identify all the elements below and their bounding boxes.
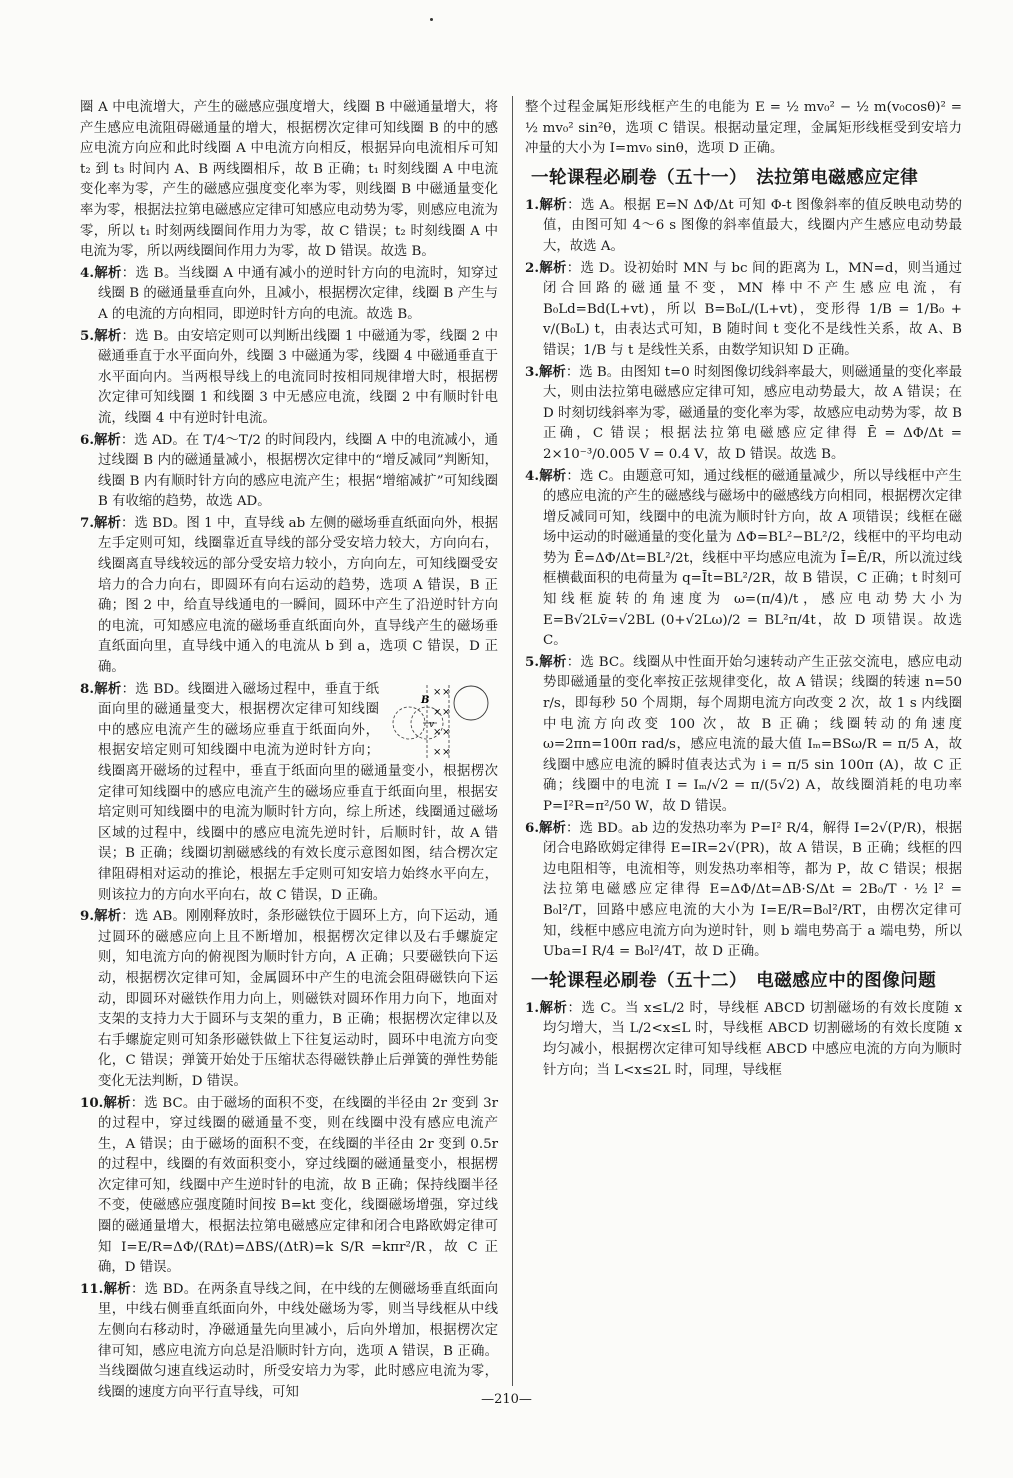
answer-item-10: 10.解析：选 BC。由于磁场的面积不变，在线圈的半径由 2r 变到 3r 的过程中，穿过线圈的磁通量不变，则在线圈中没有感应电流产生，A 错误；由于磁场的面积不变，在线圈的半径由 2r 变到 0.5r 的过程中，线圈的有效面积变小，穿过线圈的磁通量变小，根据楞次定律可知，线圈中产生逆时针的电流，故 B 正确；保持线圈半径不变，使磁感应强度随时间按 B=kt 变化，线圈磁场增强，穿过线圈的磁通量增大，根据法拉第电磁感应定律和闭合电路欧姆定律可知 I=E/R=ΔΦ/(RΔt)=ΔBS/(ΔtR)=k S/R =kπr²/R，故 C 正确，D 错误。: [80, 1094, 499, 1276]
answer-item-51-2: 2.解析：选 D。设初始时 MN 与 bc 间的距离为 L，MN=d，则当通过闭合回路的磁通量不变，MN 棒中不产生感应电流，有 B₀Ld=Bd(L+vt)，所以 B=B₀L/(L+vt)，变形得 1/B = 1/B₀ + v/(B₀L) t，由表达式可知，B 随时间 t 变化不是线性关系，故 A、B 错误；1/B 与 t 是线性关系，由数学知识知 D 正确。: [525, 259, 963, 358]
velocity-label: v: [429, 719, 435, 730]
coil-solid-right: [454, 686, 488, 720]
right-intro: 整个过程金属矩形线框产生的电能为 E = ½ mv₀² − ½ m(v₀cosθ)² = ½ mv₀² sin²θ，选项 C 错误。根据动量定理，金属矩形线框受到安培力冲量的大小为 I=mv₀ sinθ，选项 D 正确。: [525, 100, 962, 157]
column-divider: [512, 96, 513, 1386]
coil-dashed-left: [393, 707, 425, 739]
answer-item-5: 5.解析：选 B。由安培定则可以判断出线圈 1 中磁通为零，线圈 2 中磁通垂直于水平面向外，线圈 3 中磁通为零，线圈 4 中磁通垂直于水平面向内。当两根导线上的电流同时按相同规律增大时，根据楞次定律可知线圈 1 和线圈 3 中无感应电流，线圈 2 中有顺时针电流，线圈 4 中有逆时针电流。: [80, 327, 499, 426]
page-number: —210—: [481, 1392, 532, 1407]
answer-item-7: 7.解析：选 BD。图 1 中，直导线 ab 左侧的磁场垂直纸面向外，根据左手定则可知，线圈靠近直导线的部分受安培力较大，方向向右，线圈离直导线较远的部分受安培力较小，方向向左，可知线圈受安培力的合力向右，即圆环有向右运动的趋势，选项 A 错误，B 正确；图 2 中，给直导线通电的一瞬间，圆环中产生了沿逆时针方向的电流，可知感应电流的磁场垂直纸面向外，直导线产生的磁场垂直纸面向里，直导线中通入的电流从 b 到 a，选项 C 错误，D 正确。: [80, 514, 499, 676]
answer-item-51-4: 4.解析：选 C。由题意可知，通过线框的磁通量减少，所以导线框中产生的感应电流的产生的磁感线与磁场中的磁感线方向相同，根据楞次定律增反减同可知，线圈中的电流为顺时针方向，故 A 项错误；线框在磁场中运动的时磁通量的变化量为 ΔΦ=BL²−BL²/2，线框中的平均电动势为 Ē=ΔΦ/Δt=BL²/2t，线框中平均感应电流为 Ī=Ē/R，所以流过线框横截面积的电荷量为 q=Īt=BL²/2R，故 B 错误，C 正确；t 时刻可知线框旋转的角速度为 ω=(π/4)/t，感应电动势大小为 E=B√2Lv̄=√2BL (0+√2Lω)/2 = BL²π/4t，故 D 项错误。故选 C。: [525, 467, 962, 649]
right-column: [525, 98, 962, 1081]
field-label-b: B: [421, 694, 430, 706]
magnetic-field-figure: [387, 681, 492, 761]
left-column: [80, 98, 498, 1403]
answer-item-4: 4.解析：选 B。当线圈 A 中通有减小的逆时针方向的电流时，知穿过线圈 B 的磁通量垂直向外，且减小，根据楞次定律，线圈 B 产生与 A 的电流的方向相同，即逆时针方向的电流。故选 B。: [80, 264, 499, 322]
cross-mark: ×: [442, 686, 451, 698]
left-intro: 圈 A 中电流增大，产生的磁感应强度增大，线圈 B 中磁通量增大，将产生感应电流阻碍磁通量的增大，根据楞次定律可知线圈 B 的中的感应电流方向应和此时线圈 A 中电流方向相反，根据异向电流相斥可知 t₂ 到 t₃ 时间内 A、B 两线圈相斥，故 B 正确；t₁ 时刻线圈 A 中电流变化率为零，产生的磁感应强度变化率为零，则线圈 B 中磁通量变化率为零，根据法拉第电磁感应定律可知感应电动势为零，则感应电流为零，所以 t₁ 时刻两线圈间作用力为零，故 C 错误；t₂ 时刻线圈 A 中电流为零，所以两线圈间作用力为零，故 D 错误。故选 B。: [80, 100, 498, 260]
cross-mark: ×: [433, 746, 442, 758]
answer-item-9: 9.解析：选 AB。刚刚释放时，条形磁铁位于圆环上方，向下运动，通过圆环的磁感应向上且不断增加，根据楞次定律以及右手螺旋定则，知电流方向的俯视图为顺时针方向，A 正确；只要磁铁向下运动，根据楞次定律可知，金属圆环中产生的电流会阻碍磁铁向下运动，即圆环对磁铁作用力向上，则磁铁对圆环作用力向下，地面对支架的支持力大于圆环与支架的重力，B 正确；根据楞次定律以及右手螺旋定则可知条形磁铁做上下往复运动时，圆环中电流方向变化，C 错误；弹簧开始处于压缩状态得磁铁静止后弹簧的弹性势能变化无法判断，D 错误。: [80, 908, 498, 1089]
scan-dot: [430, 18, 433, 21]
cross-mark: ×: [433, 706, 442, 718]
cross-mark: ×: [433, 686, 442, 698]
cross-mark: ×: [442, 726, 451, 738]
cross-mark: ×: [442, 706, 451, 718]
cross-mark: ×: [442, 746, 451, 758]
answer-item-11: 11.解析：选 BD。在两条直导线之间，在中线的左侧磁场垂直纸面向里，中线右侧垂直纸面向外，中线处磁场为零，则当导线框从中线左侧向右移动时，净磁通量先向里减小，后向外增加，根据楞次定律可知，感应电流方向总是沿顺时针方向，选项 A 错误，B 正确。当线圈做匀速直线运动时，所受安培力为零，此时感应电流为零，线圈的速度方向平行直导线，可知: [80, 1280, 499, 1400]
answer-item-51-6: 6.解析：选 BD。ab 边的发热功率为 P=I² R/4，解得 I=2√(P/R)，根据闭合电路欧姆定律得 E=IR=2√(PR)，故 A 错误，B 正确；线框的四边电阻相等，电流相等，则发热功率相等，都为 P，故 C 错误；根据法拉第电磁感应定律得 E=ΔΦ/Δt=ΔB·S/Δt = 2B₀/T · ½ l² = B₀l²/T，回路中感应电流的大小为 I=E/R=B₀l²/RT，由楞次定律可知，线框中感应电流方向为逆时针，则 b 端电势高于 a 端电势，所以 Uba=I R/4 = B₀l²/4T，故 D 正确。: [525, 819, 963, 960]
cross-mark: ×: [433, 726, 442, 738]
section-title-52: 一轮课程必刷卷（五十二） 电磁感应中的图像问题: [531, 970, 937, 991]
answer-item-51-5: 5.解析：选 BC。线圈从中性面开始匀速转动产生正弦交流电，感应电动势即磁通量的变化率按正弦规律变化，故 A 错误；线圈的转速 n=50 r/s，即每秒 50 个周期，每个周期电流方向改变 2 次，故 1 s 内线圈中电流方向改变 100 次，故 B 正确；线圈转动的角速度 ω=2πn=100π rad/s，感应电流的最大值 Iₘ=BSω/R = π/5 A，故线圈中感应电流的瞬时值表达式为 i = π/5 sin 100π (A)，故 C 正确；线圈中的电流 I = Iₘ/√2 = π/(5√2) A，故线圈消耗的电功率 P=I²R=π²/50 W，故 D 错误。: [525, 653, 963, 814]
answer-item-6: 6.解析：选 AD。在 T/4～T/2 的时间段内，线圈 A 中的电流减小，通过线圈 B 内的磁通量减小，根据楞次定律中的“增反减同”判断知，线圈 B 内有顺时针方向的感应电流产生；根据“增缩减扩”可知线圈 B 有收缩的趋势，故选 AD。: [80, 431, 498, 510]
answer-item-51-1: 1.解析：选 A。根据 E=N ΔΦ/Δt 可知 Φ-t 图像斜率的值反映电动势的值，由图可知 4～6 s 图像的斜率值最大，线圈内产生感应电动势最大，故选 A。: [525, 196, 963, 254]
answer-item-51-3: 3.解析：选 B。由图知 t=0 时刻图像切线斜率最大，则磁通量的变化率最大，则由法拉第电磁感应定律可知，感应电动势最大，故 A 错误；在 D 时刻切线斜率为零，磁通量的变化率为零，故感应电动势为零，故 B 正确，C 错误；根据法拉第电磁感应定律得 Ē = ΔΦ/Δt = 2×10⁻³/0.005 V = 0.4 V，故 D 错误。故选 B。: [525, 363, 963, 462]
answer-item-52-1: 1.解析：选 C。当 x≤L/2 时，导线框 ABCD 切割磁场的有效长度随 x 均匀增大，当 L/2<x≤L 时，导线框 ABCD 切割磁场的有效长度随 x 均匀减小，根据楞次定律可知导线框 ABCD 中感应电流的方向为顺时针方向；当 L<x≤2L 时，同理，导线框: [525, 999, 962, 1078]
answer-item-8: × × × × × × × × B v 8.解析：选 BD。线圈进入磁场过程中，垂直于纸面向里的磁通量变大，根据楞次定律可知线圈中的感应电流产生的磁场应垂直于纸面向外，根据安培定则可知线圈中电流为逆时针方向；线圈离开磁场的过程中，垂直于纸面向里的磁通量变小，根据楞次定律可知线圈中的感应电流产生的磁场应垂直于纸面向里，根据安培定则可知线圈中的电流为顺时针方向，综上所述，线圈通过磁场区域的过程中，线圈中的感应电流先逆时针，后顺时针，故 A 错误；B 正确；线圈切割磁感线的有效长度示意图如图，结合楞次定律阻碍相对运动的推论，根据左手定则可知安培力始终水平向左，则该拉力的方向水平向右，故 C 错误，D 正确。: [80, 680, 498, 903]
section-title-51: 一轮课程必刷卷（五十一） 法拉第电磁感应定律: [531, 167, 919, 188]
